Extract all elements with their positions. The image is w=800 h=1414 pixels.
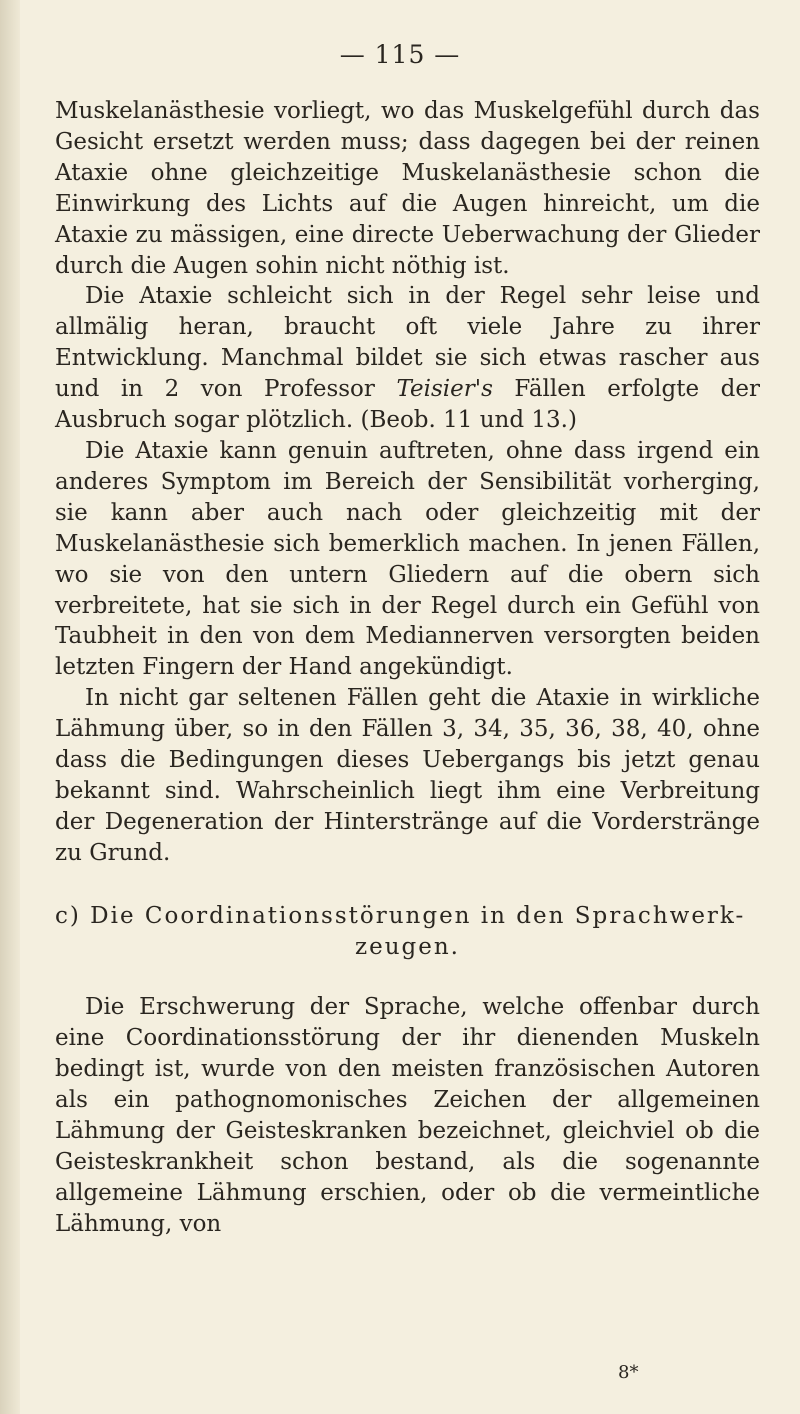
body-text [55, 96, 760, 1240]
signature-mark: 8* [618, 1362, 639, 1383]
paragraph-2-before: Die Ataxie schleicht sich in der Regel sehr leise und allmälig heran, braucht oft viele Jahre zu ihrer Entwicklung. Manchmal bildet sie sich etwas rascher aus und in 2 von Professor [55, 283, 760, 403]
page-edge-shadow [0, 0, 20, 1414]
paragraph-3: Die Ataxie kann genuin auftreten, ohne dass irgend ein anderes Symptom im Bereich der Sensibilität vorherging, sie kann aber auch nach oder gleichzeitig mit der Muskelanästhesie sich bemerklich machen. In jenen Fällen, wo sie von den untern Gliedern auf die obern sich verbreitete, hat sie sich in der Regel durch ein Gefühl von Taubheit in den von dem Mediannerven versorgten beiden letzten Fingern der Hand angekündigt. [55, 437, 760, 681]
paragraph-1: Muskelanästhesie vorliegt, wo das Muskelgefühl durch das Gesicht ersetzt werden muss; dass dagegen bei der reinen Ataxie ohne gleichzeitige Muskelanästhesie schon die Einwirkung des Lichts auf die Augen hinreicht, um die Ataxie zu mässigen, eine directe Ueberwachung der Glieder durch die Augen sohin nicht nöthig ist. [55, 98, 760, 279]
section-heading-line1: c) Die Coordinationsstörungen in den Sprachwerk- [55, 902, 746, 929]
author-name: Teisier's [396, 376, 493, 403]
paragraph-4: In nicht gar seltenen Fällen geht die Ataxie in wirkliche Lähmung über, so in den Fällen 3, 34, 35, 36, 38, 40, ohne dass die Bedingungen dieses Uebergangs bis jetzt genau bekannt sind. Wahrscheinlich liegt ihm eine Verbreitung der Degeneration der Hinterstränge auf die Vorderstränge zu Grund. [55, 685, 760, 866]
paragraph-2-after: Fällen erfolgte der Ausbruch sogar plötzlich. (Beob. 11 und 13.) [55, 376, 760, 434]
paragraph-2 [55, 281, 760, 436]
section-heading [55, 901, 760, 963]
section-heading-line2: zeugen. [354, 933, 460, 960]
page-number: — 115 — [339, 40, 461, 69]
paragraph-5: Die Erschwerung der Sprache, welche offenbar durch eine Coordinationsstörung der ihr dienenden Muskeln bedingt ist, wurde von den meisten französischen Autoren als ein pathognomonisches Zeichen der allgemeinen Lähmung der Geisteskranken bezeichnet, gleichviel ob die Geisteskrankheit schon bestand, als die sogenannte allgemeine Lähmung erschien, oder ob die vermeintliche Lähmung, von [55, 994, 760, 1237]
